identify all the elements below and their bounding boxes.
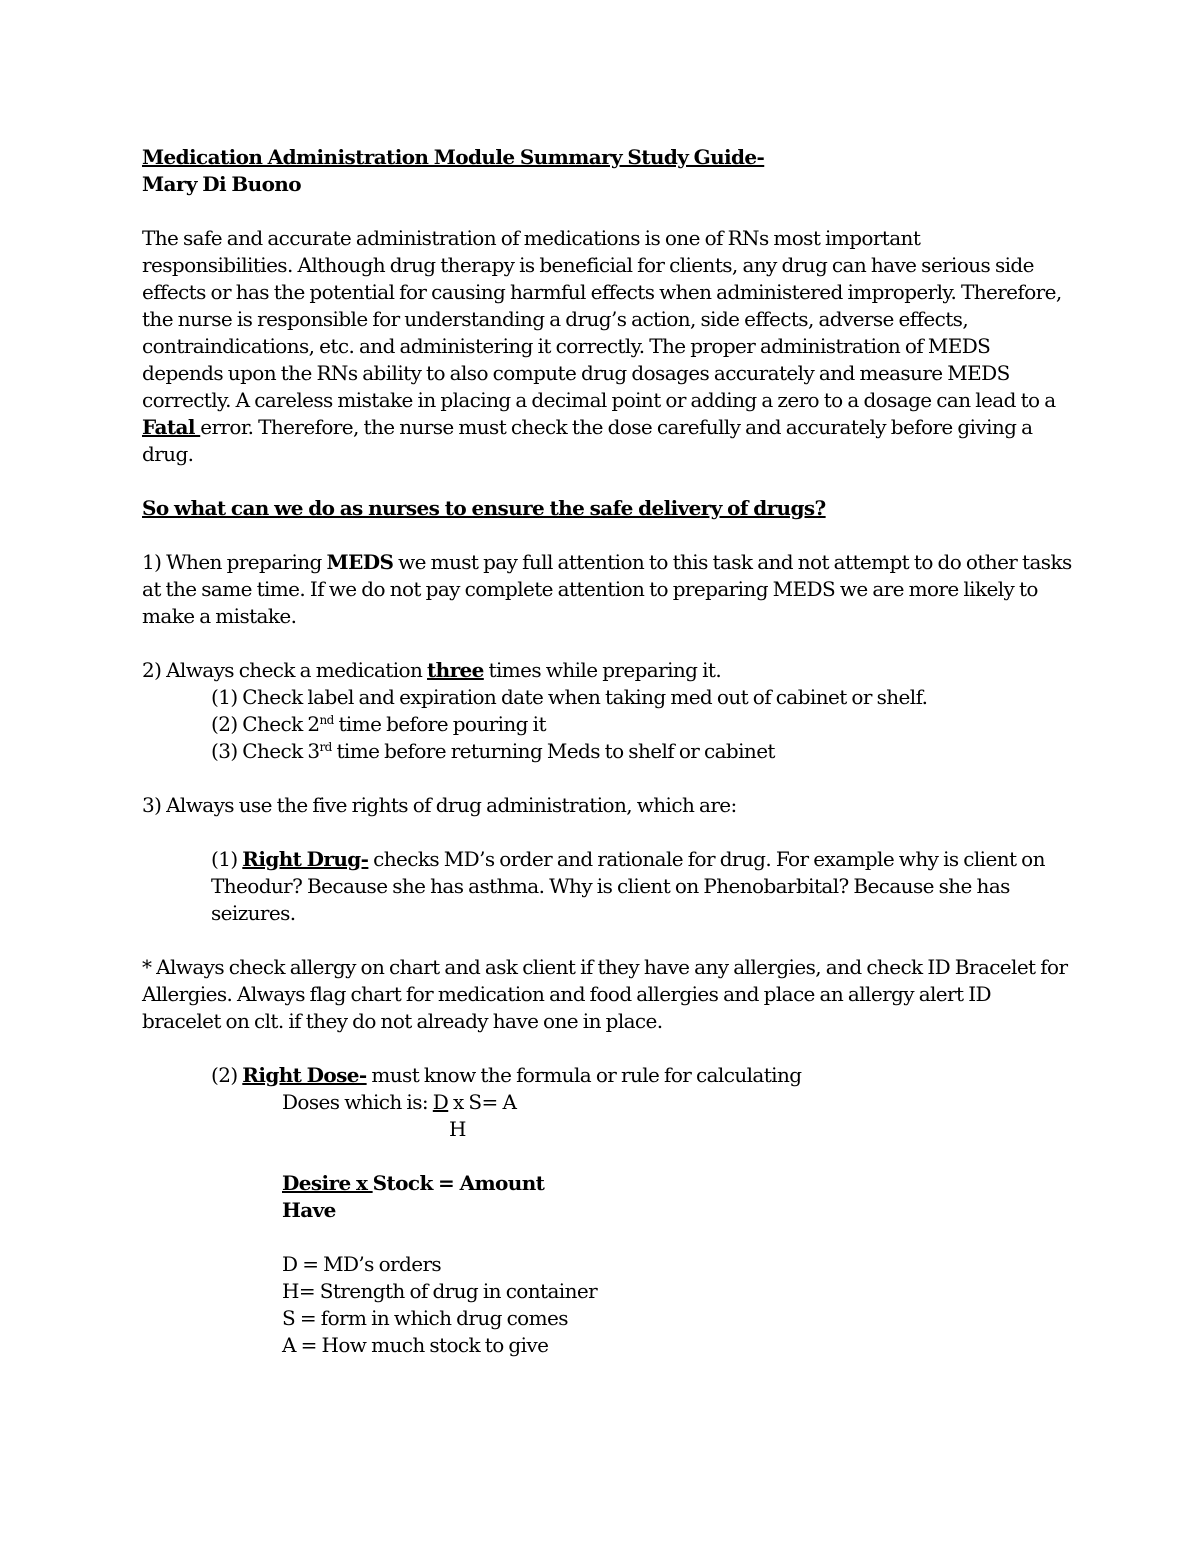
three-emphasis: three xyxy=(427,658,484,682)
section-heading: So what can we do as nurses to ensure the safe delivery of drugs? xyxy=(142,496,826,520)
document-body xyxy=(142,144,1072,1359)
formula-have: Have xyxy=(282,1198,336,1222)
definition-a: A = How much stock to give xyxy=(282,1333,549,1357)
formula-desire: Desire x xyxy=(282,1171,373,1195)
check-step-2 xyxy=(142,711,1072,738)
check-step-3 xyxy=(142,738,1072,765)
right-dose-paragraph xyxy=(142,1062,1072,1089)
dose-formula-denominator: H xyxy=(449,1117,466,1141)
right-drug-text: checks MD’s order and rationale for drug. For example why is client on Theodur? Because she has asthma. Why is client on Phenobarbital? Because she has seizures. xyxy=(211,847,1045,925)
fatal-emphasis: Fatal xyxy=(142,415,201,439)
right-dose-label: Right Dose- xyxy=(242,1063,367,1087)
check-step-2-sup: nd xyxy=(319,713,334,727)
dose-formula-numerator: D xyxy=(432,1090,449,1114)
item-2-text-post: times while preparing it. xyxy=(483,658,722,682)
document-title: Medication Administration Module Summary Study Guide- xyxy=(142,145,765,169)
item-1-text-pre: 1) When preparing xyxy=(142,550,327,574)
definition-h: H= Strength of drug in container xyxy=(282,1279,598,1303)
check-step-1: (1) Check label and expiration date when taking med out of cabinet or shelf. xyxy=(211,685,928,709)
check-step-3-post: time before returning Meds to shelf or cabinet xyxy=(331,739,775,763)
right-drug-paragraph xyxy=(142,846,1072,927)
check-step-2-pre: (2) Check 2 xyxy=(211,712,320,736)
dose-formula-line xyxy=(142,1089,1072,1116)
allergy-note: * Always check allergy on chart and ask client if they have any allergies, and check ID Bracelet for Allergies. Always flag chart for medication and food allergies and place an allergy alert ID bracelet on clt. if they do not already have one in place. xyxy=(142,955,1068,1033)
check-step-3-pre: (3) Check 3 xyxy=(211,739,320,763)
definition-s: S = form in which drug comes xyxy=(282,1306,568,1330)
dose-formula-pre: Doses which is: xyxy=(282,1090,433,1114)
formula-stock-amount: Stock = Amount xyxy=(372,1171,545,1195)
intro-text-1: The safe and accurate administration of medications is one of RNs most important responsibilities. Although drug therapy is beneficial for clients, any drug can have serious side effects or has the potential for causing harmful effects when administered improperly. Therefore, the nurse is responsible for understanding a drug’s action, side effects, adverse effects, contraindications, etc. and administering it correctly. The proper administration of MEDS depends upon the RNs ability to also compute drug dosages accurately and measure MEDS correctly. A careless mistake in placing a decimal point or adding a zero to a dosage can lead to a xyxy=(142,226,1062,412)
right-drug-label: Right Drug- xyxy=(242,847,369,871)
right-dose-number: (2) xyxy=(211,1063,243,1087)
meds-emphasis: MEDS xyxy=(326,550,394,574)
item-2-text-pre: 2) Always check a medication xyxy=(142,658,428,682)
item-1-paragraph xyxy=(142,549,1072,630)
item-3-paragraph: 3) Always use the five rights of drug administration, which are: xyxy=(142,793,737,817)
definition-d: D = MD’s orders xyxy=(282,1252,442,1276)
item-1-text-post: we must pay full attention to this task and not attempt to do other tasks at the same time. If we do not pay complete attention to preparing MEDS we are more likely to make a mistake. xyxy=(142,550,1072,628)
item-2-paragraph xyxy=(142,657,1072,684)
formula-words xyxy=(142,1170,1072,1197)
document-author: Mary Di Buono xyxy=(142,172,301,196)
dose-formula-post: x S= A xyxy=(448,1090,517,1114)
check-step-3-sup: rd xyxy=(319,740,332,754)
intro-text-2: error. Therefore, the nurse must check the dose carefully and accurately before giving a drug. xyxy=(142,415,1033,466)
right-drug-number: (1) xyxy=(211,847,243,871)
intro-paragraph xyxy=(142,225,1072,468)
check-step-2-post: time before pouring it xyxy=(333,712,546,736)
right-dose-text: must know the formula or rule for calculating xyxy=(366,1063,802,1087)
